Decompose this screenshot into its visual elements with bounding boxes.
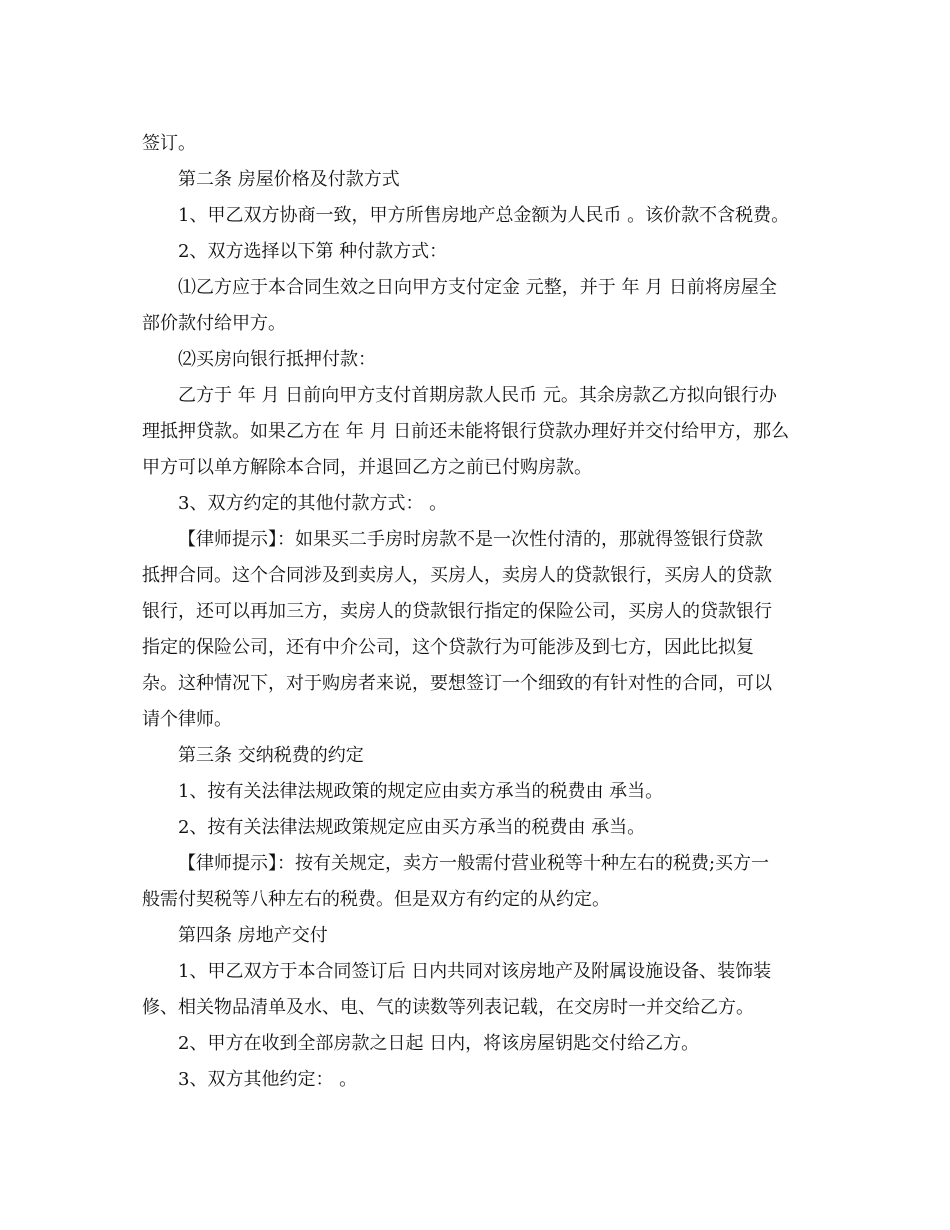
text-line: 指定的保险公司，还有中介公司，这个贷款行为可能涉及到七方，因此比拟复 bbox=[142, 637, 754, 658]
text-line: 2、按有关法律法规政策规定应由买方承当的税费由 承当。 bbox=[178, 817, 646, 838]
lawyer-tip: 【律师提示】：按有关规定，卖方一般需付营业税等十种左右的税费;买方一 bbox=[178, 853, 770, 874]
text-line: 杂。这种情况下，对于购房者来说，要想签订一个细致的有针对性的合同，可以 bbox=[142, 673, 772, 694]
text-line: 乙方于 年 月 日前向甲方支付首期房款人民币 元。其余房款乙方拟向银行办 bbox=[178, 385, 777, 406]
contract-text bbox=[142, 126, 808, 1098]
text-line: 签订。 bbox=[142, 133, 196, 154]
section-heading-4: 第四条 房地产交付 bbox=[178, 925, 328, 946]
text-line: 修、相关物品清单及水、电、气的读数等列表记载，在交房时一并交给乙方。 bbox=[142, 997, 754, 1018]
text-line: ⑴乙方应于本合同生效之日向甲方支付定金 元整，并于 年 月 日前将房屋全 bbox=[178, 277, 777, 298]
text-line: 2、甲方在收到全部房款之日起 日内，将该房屋钥匙交付给乙方。 bbox=[178, 1033, 700, 1054]
text-line: 银行，还可以再加三方，卖房人的贷款银行指定的保险公司，买房人的贷款银行 bbox=[142, 601, 772, 622]
text-line: 1、按有关法律法规政策的规定应由卖方承当的税费由 承当。 bbox=[178, 781, 664, 802]
section-heading-3: 第三条 交纳税费的约定 bbox=[178, 745, 364, 766]
section-heading-2: 第二条 房屋价格及付款方式 bbox=[178, 169, 400, 190]
lawyer-tip: 【律师提示】：如果买二手房时房款不是一次性付清的，那就得签银行贷款 bbox=[178, 529, 763, 550]
text-line: ⑵买房向银行抵押付款： bbox=[178, 349, 376, 370]
text-line: 3、双方约定的其他付款方式： 。 bbox=[178, 493, 448, 514]
text-line: 抵押合同。这个合同涉及到卖房人，买房人，卖房人的贷款银行，买房人的贷款 bbox=[142, 565, 772, 586]
text-line: 理抵押贷款。如果乙方在 年 月 日前还未能将银行贷款办理好并交付给甲方，那么 bbox=[142, 421, 790, 442]
text-line: 甲方可以单方解除本合同，并退回乙方之前已付购房款。 bbox=[142, 457, 592, 478]
text-line: 请个律师。 bbox=[142, 709, 232, 730]
text-line: 部价款付给甲方。 bbox=[142, 313, 286, 334]
text-line: 2、双方选择以下第 种付款方式： bbox=[178, 241, 448, 262]
text-line: 3、双方其他约定： 。 bbox=[178, 1069, 358, 1090]
text-line: 般需付契税等八种左右的税费。但是双方有约定的从约定。 bbox=[142, 889, 610, 910]
text-line: 1、甲乙双方协商一致，甲方所售房地产总金额为人民币 。该价款不含税费。 bbox=[178, 205, 790, 226]
text-line: 1、甲乙双方于本合同签订后 日内共同对该房地产及附属设施设备、装饰装 bbox=[178, 961, 772, 982]
